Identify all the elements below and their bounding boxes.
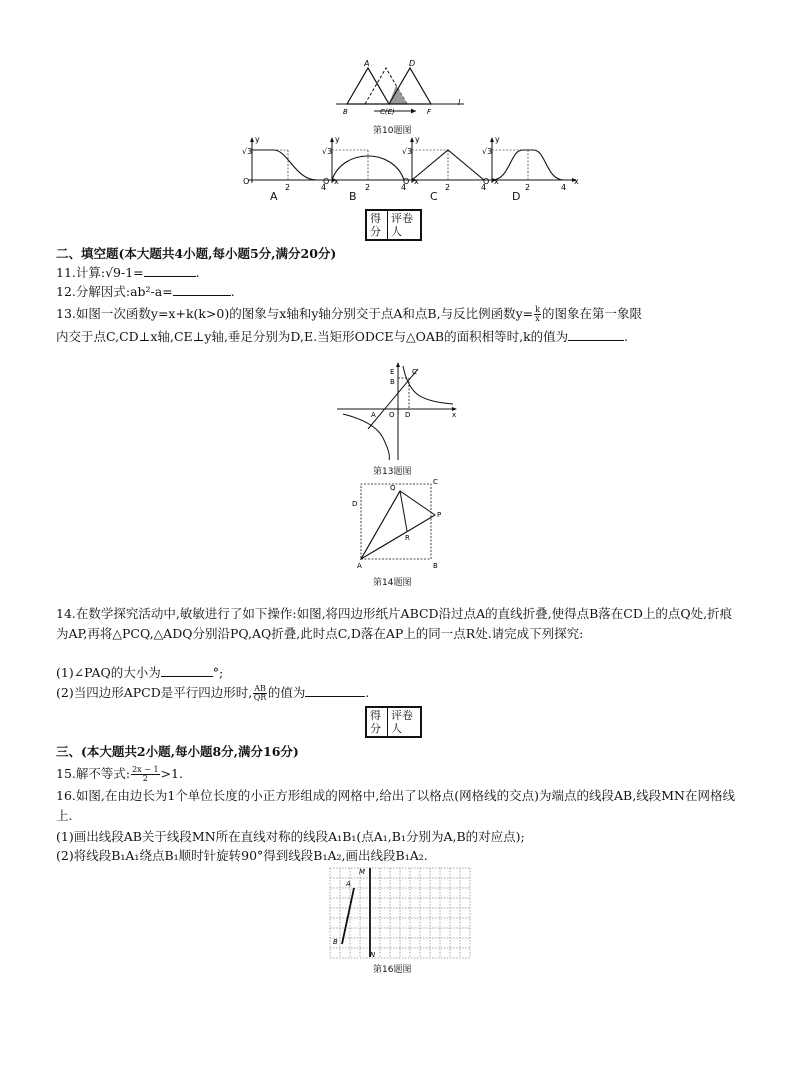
fig10-label-CE: C(E): [380, 108, 395, 116]
answer-blank-14-1[interactable]: [161, 664, 213, 677]
option-label-d: D: [512, 190, 521, 203]
fig13-label-C: C: [412, 368, 417, 376]
question-16-text: 16.如图,在由边长为1个单位长度的小正方形组成的网格中,给出了以格点(网格线的交点)为端点的线段AB,线段MN在网格线上.: [56, 788, 735, 823]
option-graphs: [230, 135, 579, 206]
fig14-caption: 第14题图: [373, 578, 412, 588]
x-axis-label: x: [574, 177, 579, 186]
fig13-label-x: x: [452, 411, 457, 419]
x-tick-label: 4: [481, 183, 487, 192]
fig10-label-A: A: [364, 59, 370, 68]
question-14-text: 14.在数学探究活动中,敏敏进行了如下操作:如图,将四边形纸片ABCD沿过点A的直线折叠,使得点B落在CD上的点Q处,折痕为AP,再将△PCQ,△ADQ分别沿PQ,AQ折叠,此时点C,D落在AP上的同一点R处.请完成下列探究:: [56, 606, 733, 641]
y-axis-label: y: [255, 135, 260, 144]
option-label-c: C: [430, 190, 438, 203]
fig13-label-D: D: [405, 411, 411, 419]
fig16-grid: [326, 864, 471, 960]
fig13-caption: 第13题图: [373, 467, 412, 477]
q15-fraction: $\frac{2x - 1}{2}$: [132, 765, 159, 783]
y-axis-label: y: [415, 135, 420, 144]
fig10-label-l: l: [458, 98, 461, 107]
fig16-label-M: M: [359, 868, 366, 876]
fig14-label-B: B: [433, 562, 438, 570]
fig14-label-P: P: [437, 511, 442, 519]
score-cell-2: 得分: [367, 708, 388, 736]
answer-blank-14-2[interactable]: [305, 684, 365, 697]
x-tick-label: 4: [561, 183, 567, 192]
score-box-2: [365, 706, 422, 738]
fig14-label-C: C: [433, 478, 438, 486]
q12-text: 12.分解因式:ab²-a=: [56, 284, 173, 299]
fig16-label-A: A: [346, 880, 351, 888]
fig13-label-B: B: [390, 378, 395, 386]
x-tick-label: 2: [445, 183, 451, 192]
x-axis-label: x: [414, 177, 419, 186]
question-16-part1: (1)画出线段AB关于线段MN所在直线对称的线段A₁B₁(点A₁,B₁分别为A,B的对应点);: [56, 829, 525, 844]
fig14-diagram: [345, 475, 450, 575]
q11-text: 11.计算:√9-1=: [56, 265, 144, 280]
question-14-part1: (1)∠PAQ的大小为 °;: [56, 665, 224, 680]
y-axis-label: y: [335, 135, 340, 144]
fig10-label-B: B: [343, 108, 348, 116]
answer-blank-13[interactable]: [568, 328, 624, 341]
question-15: 15.解不等式: $\frac{2x - 1}{2}$ >1.: [56, 765, 183, 783]
origin-label: O: [323, 177, 330, 186]
fig14-label-R: R: [405, 534, 410, 542]
question-11: 11.计算:√9-1= .: [56, 265, 200, 280]
question-14-part2: (2)当四边形APCD是平行四边形时, $\frac{AB}{QR}$ 的值为 .: [56, 684, 370, 702]
x-tick-label: 4: [401, 183, 407, 192]
y-axis-arrow: [410, 137, 414, 142]
q14-fraction: $\frac{AB}{QR}$: [253, 684, 267, 702]
score-cell: 得分: [367, 211, 388, 239]
fig10-caption: 第10题图: [373, 126, 412, 136]
fig14-label-Q: Q: [390, 484, 396, 492]
grader-cell: 评卷人: [391, 212, 413, 238]
x-tick-label: 2: [365, 183, 371, 192]
origin-label: O: [403, 177, 410, 186]
score-box: [365, 209, 422, 241]
y-tick-label: √3: [322, 147, 333, 156]
fig14-label-D: D: [352, 500, 358, 508]
fig13-diagram: [335, 362, 460, 462]
q13-text-a: 13.如图一次函数y=x+k(k>0)的图象与x轴和y轴分别交于点A和点B,与反比例函数y=: [56, 306, 534, 321]
y-axis-arrow: [490, 137, 494, 142]
question-12: 12.分解因式:ab²-a= .: [56, 284, 235, 299]
x-tick-label: 2: [525, 183, 531, 192]
origin-label: O: [243, 177, 250, 186]
fig16-caption: 第16题图: [373, 965, 412, 975]
fig13-label-O: O: [389, 411, 395, 419]
fig13-label-A: A: [371, 411, 376, 419]
answer-blank-11[interactable]: [144, 264, 196, 277]
x-tick-label: 2: [285, 183, 291, 192]
graph-curve: [252, 150, 317, 180]
fig10-label-D: D: [409, 59, 416, 68]
fig10-diagram: [330, 55, 470, 123]
answer-blank-12[interactable]: [173, 283, 231, 296]
section3-title: 三、(本大题共2小题,每小题8分,满分16分): [56, 744, 299, 759]
x-tick-label: 4: [321, 183, 327, 192]
y-tick-label: √3: [402, 147, 413, 156]
origin-label: O: [483, 177, 490, 186]
option-label-a: A: [270, 190, 278, 203]
q14-p1-text: (1)∠PAQ的大小为: [56, 665, 161, 680]
fig16-label-B: B: [333, 938, 338, 946]
y-tick-label: √3: [482, 147, 493, 156]
q14-p2-text: (2)当四边形APCD是平行四边形时,: [56, 685, 253, 700]
fig14-label-A: A: [357, 562, 362, 570]
y-axis-label: y: [495, 135, 500, 144]
q13-text-b: 的图象在第一象限: [541, 306, 642, 321]
fig16-label-N: N: [370, 951, 376, 959]
option-label-b: B: [349, 190, 357, 203]
question-16-part2: (2)将线段B₁A₁绕点B₁顺时针旋转90°得到线段B₁A₂,画出线段B₁A₂.: [56, 848, 428, 863]
q15-text: 15.解不等式:: [56, 766, 131, 781]
grader-cell-2: 评卷人: [391, 709, 413, 735]
x-axis-label: x: [494, 177, 499, 186]
section2-title: 二、填空题(本大题共4小题,每小题5分,满分20分): [56, 246, 337, 261]
question-13-line1: [56, 305, 642, 323]
y-axis-arrow: [330, 137, 334, 142]
y-tick-label: √3: [242, 147, 253, 156]
fig10-label-F: F: [427, 108, 432, 116]
x-axis-label: x: [334, 177, 339, 186]
y-axis-arrow: [250, 137, 254, 142]
fig13-label-E: E: [390, 368, 395, 376]
q13-fraction: $\frac{k}{x}$: [535, 305, 540, 323]
q13-text-c: 内交于点C,CD⊥x轴,CE⊥y轴,垂足分别为D,E.当矩形ODCE与△OAB的面积相等时,k的值为: [56, 329, 569, 344]
question-13-line2: 内交于点C,CD⊥x轴,CE⊥y轴,垂足分别为D,E.当矩形ODCE与△OAB的面积相等时,k的值为 .: [56, 329, 629, 344]
